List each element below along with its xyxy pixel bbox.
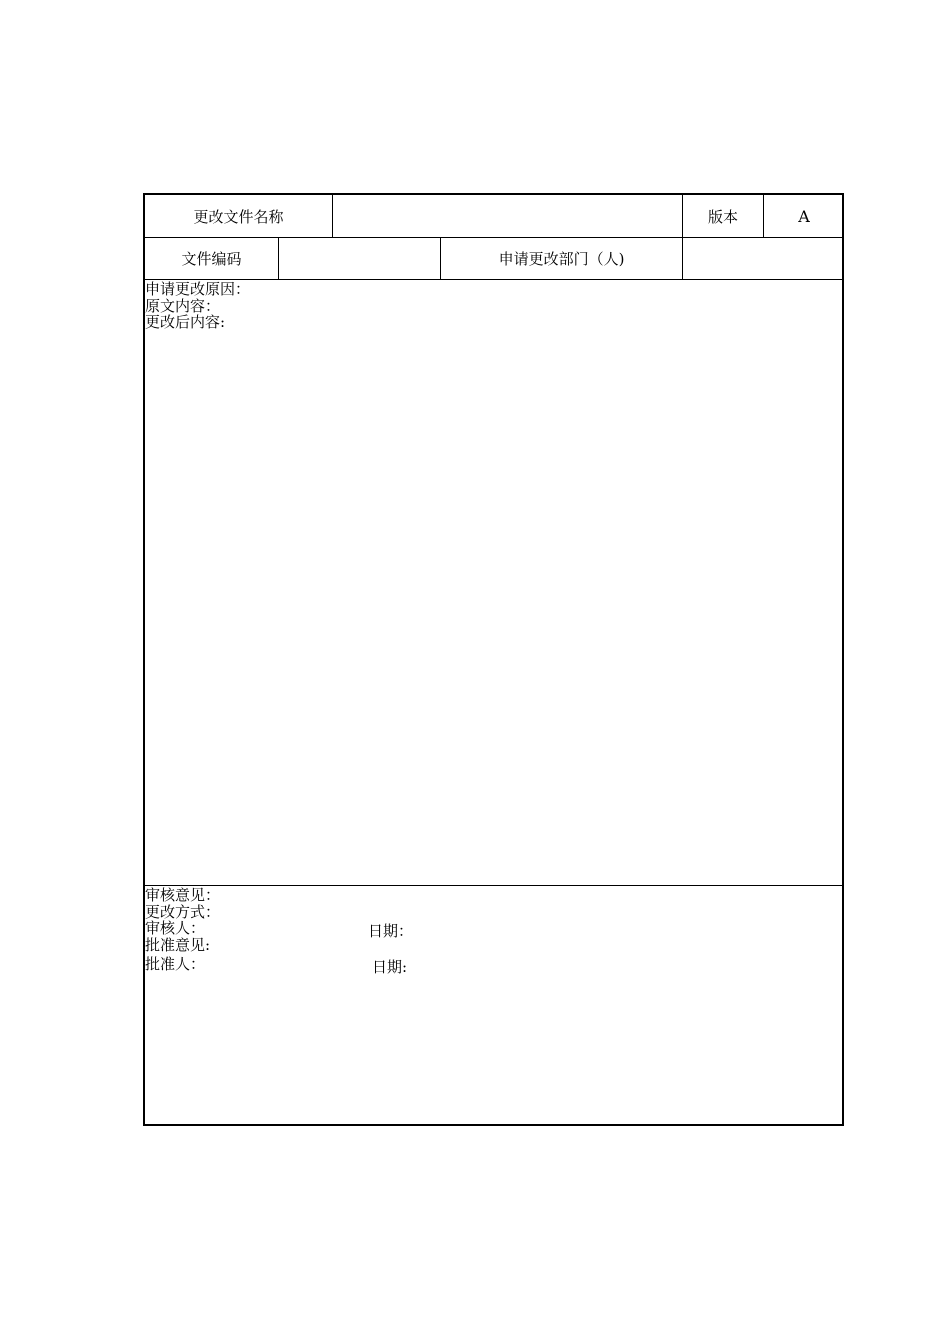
content-section[interactable] (145, 281, 250, 331)
file-code-label: 文件编码 (181, 250, 242, 268)
reviewer-label: 审核人： (145, 919, 206, 937)
changed-content-label: 更改后内容: (145, 313, 226, 331)
version-label: 版本 (707, 207, 738, 226)
original-content-label: 原文内容： (145, 296, 221, 315)
file-code-field[interactable] (279, 238, 440, 279)
file-name-field[interactable] (333, 195, 682, 237)
reason-label: 申请更改原因： (145, 280, 251, 298)
dept-label: 申请更改部门（人) (498, 250, 625, 268)
version-value[interactable]: A (798, 206, 810, 226)
review-opinion-label: 审核意见： (145, 886, 221, 904)
change-method-label: 更改方式： (145, 902, 221, 921)
review-section[interactable] (145, 887, 220, 973)
change-request-form (143, 193, 844, 1126)
file-name-label: 更改文件名称 (193, 207, 284, 226)
dept-field[interactable] (683, 238, 844, 279)
section-divider (145, 885, 842, 886)
approver-date-label: 日期: (372, 958, 408, 976)
reviewer-date-label: 日期： (368, 922, 414, 940)
approver-label: 批准人： (145, 955, 206, 973)
approval-opinion-label: 批准意见: (145, 935, 211, 954)
